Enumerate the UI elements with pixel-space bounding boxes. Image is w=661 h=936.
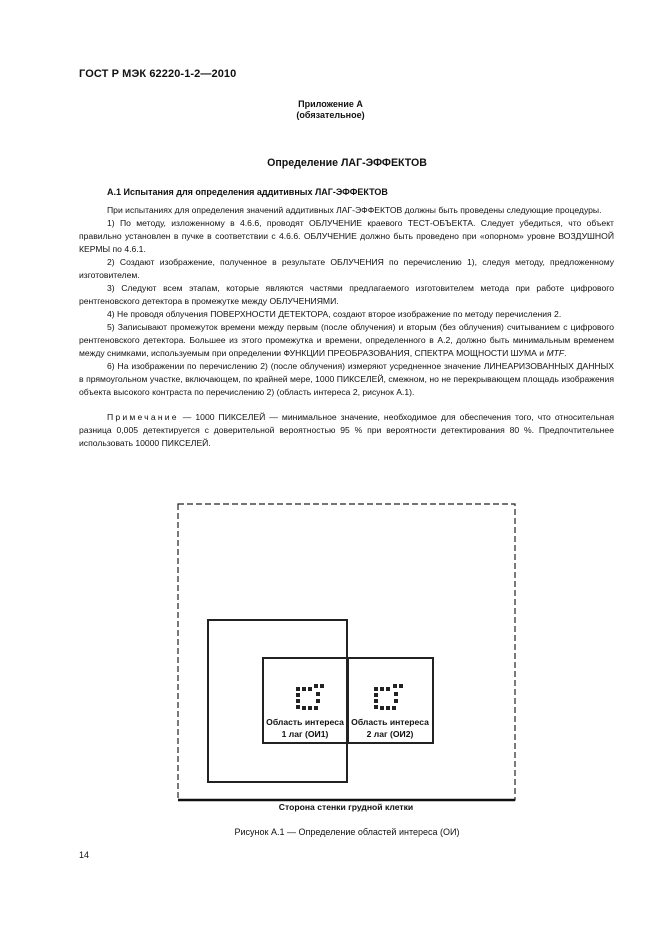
- page-number: 14: [79, 850, 90, 860]
- note-label: Примечание: [107, 412, 179, 422]
- paragraph-step-1: 1) По методу, изложенному в 4.6.6, проводят ОБЛУЧЕНИЕ краевого ТЕСТ-ОБЪЕКТА. Следует убедиться, что объект правильно установлен в пучке в соответствии с 4.6.6. ОБЛУЧЕНИЕ должно быть проведено при «опорном» уровне ВОЗДУШНОЙ КЕРМЫ по 4.6.1.: [79, 218, 614, 254]
- annex-status: (обязательное): [296, 110, 365, 120]
- test-object-square: [208, 620, 347, 782]
- paragraph-step-5-text: 5) Записывают промежуток времени между первым (после облучения) и вторым (без облучения) считыванием с цифрового рентгеновского детектора. Большее из этого промежутка и времени, определенного в А.2, должно быть минимальным временем между снимками, используемым при определении ФУНКЦИИ ПРЕОБРАЗОВАНИЯ, СПЕКТРА МОЩНОСТИ ШУМА и: [79, 322, 614, 358]
- chest-wall-label: Сторона стенки грудной клетки: [278, 802, 414, 812]
- page-title: Определение ЛАГ-ЭФФЕКТОВ: [267, 157, 427, 169]
- annex-label: Приложение А: [298, 99, 363, 109]
- section-heading: А.1 Испытания для определения аддитивных ЛАГ-ЭФФЕКТОВ: [107, 187, 388, 197]
- paragraph-step-5-end: .: [564, 348, 567, 358]
- roi2-pixel-marker: [374, 684, 403, 710]
- roi1-label-line2: 1 лаг (ОИ1): [281, 729, 329, 739]
- figure-caption: Рисунок А.1 — Определение областей интереса (ОИ): [234, 827, 460, 837]
- roi1-label-line1: Область интереса: [266, 717, 344, 727]
- roi2-label-line1: Область интереса: [351, 717, 429, 727]
- paragraph-step-3: 3) Следуют всем этапам, которые являются частями предлагаемого изготовителем метода при работе цифрового рентгеновского детектора в промежутке между ОБЛУЧЕНИЯМИ.: [79, 283, 614, 306]
- mtf-term: MTF: [546, 348, 565, 358]
- paragraph-step-4: 4) Не проводя облучения ПОВЕРХНОСТИ ДЕТЕКТОРА, создают второе изображение по методу перечисления 2.: [107, 309, 562, 319]
- roi1-pixel-marker: [296, 684, 324, 710]
- paragraph-intro: При испытаниях для определения значений аддитивных ЛАГ-ЭФФЕКТОВ должны быть проведены следующие процедуры.: [107, 205, 602, 215]
- roi2-label-line2: 2 лаг (ОИ2): [366, 729, 414, 739]
- paragraph-step-6: 6) На изображении по перечислению 2) (после облучения) измеряют усредненное значение ЛИНЕАРИЗОВАННЫХ ДАННЫХ в прямоугольном участке, включающем, по крайней мере, 1000 ПИКСЕЛЕЙ, смежном, но не перекрывающем площадь изображения объекта высокого контраста по перечислению 2) (область интереса 2, рисунок А.1).: [79, 361, 614, 397]
- paragraph-step-2: 2) Создают изображение, полученное в результате ОБЛУЧЕНИЯ по перечислению 1), следуя методу, предложенному изготовителем.: [79, 257, 614, 280]
- document-header: ГОСТ Р МЭК 62220-1-2—2010: [79, 68, 237, 80]
- note-text: — 1000 ПИКСЕЛЕЙ — минимальное значение, необходимое для обеспечения того, что относительная разница 0,005 детектируется с доверительной вероятностью 95 % при вероятности детектирования 80 %. Предпочтительнее использовать 10000 ПИКСЕЛЕЙ.: [79, 412, 614, 448]
